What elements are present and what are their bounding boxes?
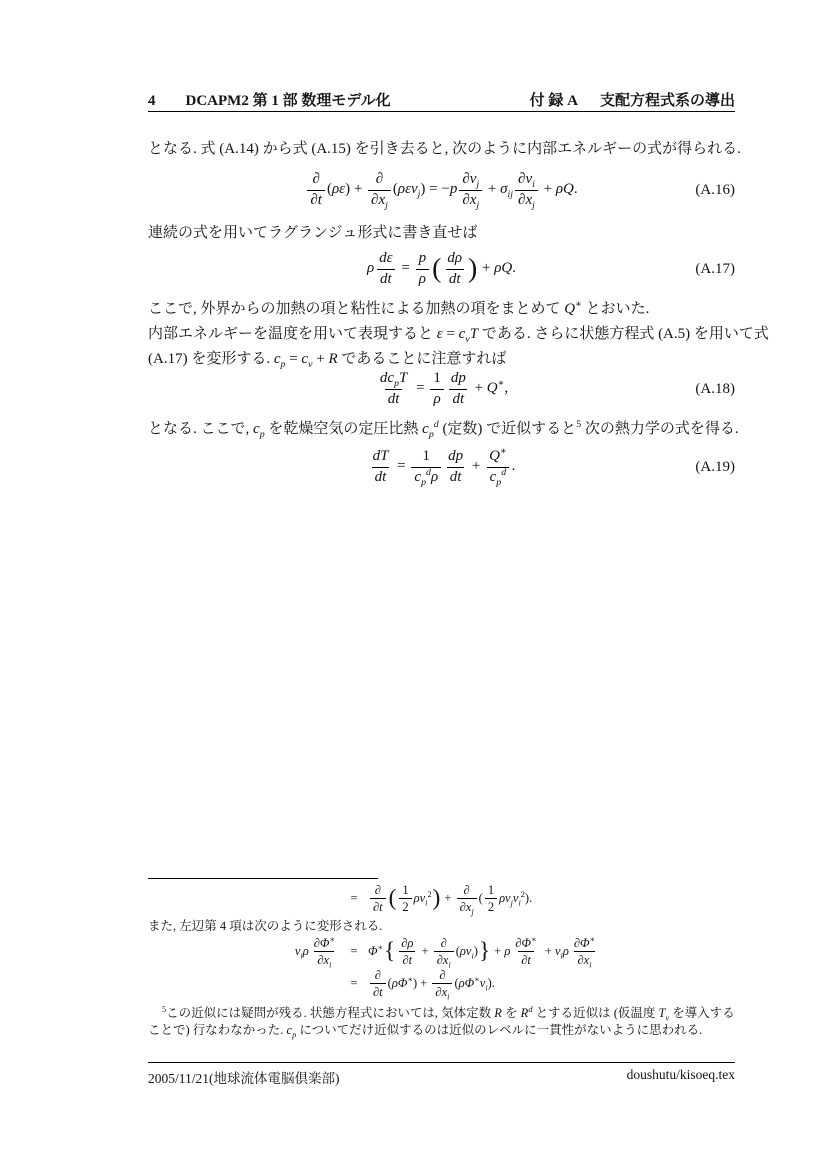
header-appendix-title: 支配方程式系の導出 xyxy=(599,93,735,109)
equation-a18 xyxy=(148,367,735,411)
equation-a19-tag: (A.19) xyxy=(695,458,735,475)
equation-a16-tag: (A.16) xyxy=(695,181,735,198)
equation-a17 xyxy=(148,244,735,294)
paragraph-3-line-2: 内部エネルギーを温度を用いて表現すると $\varepsilon = c_vT$ である. さらに状態方程式 (A.5) を用いて式 xyxy=(148,326,769,345)
footnote-5: $^5$この近似には疑問が残る. 状態方程式においては, 気体定数 R を $R^d$ とする近似は (仮温度 $T_v$ を導入することで) 行なわなかった. $c_p$ についてだけ近似するのは近似のレベルに一貫性がないように思われる. xyxy=(148,1004,735,1040)
footnote-eq-row1-rhs: Φ∗{ $\frac{\partial\rho}{\partial t}$ + $\frac{\partial}{\partial x_i}$ $(\rho v_i)\} + \rho$ $\frac{\partial\Phi^∗}{\partial t}$ + $v_i\rho$ $\frac{\partial\Phi^∗}{\partial x_i}$ xyxy=(368,934,596,970)
paragraph-2: 連続の式を用いてラグランジュ形式に書き直せば xyxy=(148,225,478,241)
paragraph-3-line-1: ここで, 外界からの加熱の項と粘性による加熱の項をまとめて Q∗ とおいた. xyxy=(148,299,650,317)
footnote-rule xyxy=(148,878,378,879)
header-section-title: DCAPM2 第 1 部 数理モデル化 xyxy=(185,93,391,109)
equation-a18-tag: (A.18) xyxy=(695,380,735,397)
footnote-cont-eq-equals: = xyxy=(350,891,358,906)
footnote-eq-lhs: $v_i\rho$ $\frac{\partial\Phi^∗}{\partial x_i}$ xyxy=(294,934,335,970)
equation-a16 xyxy=(148,166,735,214)
page-header xyxy=(148,89,735,110)
header-right xyxy=(530,89,735,110)
footnote-continued-equation xyxy=(148,883,735,915)
footnote-text: また, 左辺第 4 項は次のように変形される. xyxy=(148,919,383,933)
footer-rule xyxy=(148,1062,735,1063)
paragraph-1: となる. 式 (A.14) から式 (A.15) を引き去ると, 次のように内部エネルギーの式が得られる. xyxy=(148,141,741,157)
equation-a19-body: $\frac{dT}{dt}$ = $\frac{1}{c_p^d\rho}$ $\frac{dp}{dt}$ + $\frac{Q^∗}{c_p^d}$ . xyxy=(372,446,516,488)
footnote-cont-eq-rhs: $\frac{\partial}{\partial t}$ ( $\frac{1}{2}$ $\rho v_i^2$) + $\frac{\partial}{\partial x_j}$ ( $\frac{1}{2}$ $\rho v_jv_i^2$). xyxy=(368,883,735,915)
equation-a17-body: ρ $\frac{d\varepsilon}{dt}$ = $\frac{p}{\rho}$ ( $\frac{d\rho}{dt}$ ) + ρQ. xyxy=(366,250,517,287)
footnote-eq-row2-rhs: $\frac{\partial}{\partial t}$ (ρΦ∗) + $\frac{\partial}{\partial x_i}$ $(\rho\Phi^∗v_i)$. xyxy=(368,968,735,1000)
footnote-eq-equals-2: = xyxy=(350,976,358,991)
header-left xyxy=(148,89,391,110)
equation-a18-body: $\frac{dc_pT}{dt}$ = $\frac{1}{\rho}$ $\frac{dp}{dt}$ + Q∗, xyxy=(379,370,509,407)
footer-filename: doushutu/kisoeq.tex xyxy=(626,1067,735,1082)
paragraph-4: となる. ここで, $c_p$ を乾燥空気の定圧比熱 $c_p^d$ (定数) で近似すると$^5$ 次の熱力学の式を得る. xyxy=(148,419,739,440)
page-number: 4 xyxy=(148,93,156,109)
header-appendix-label: 付 録 A xyxy=(529,93,578,109)
footnote-equation-row-1 xyxy=(148,936,735,968)
footnote-equation-row-2 xyxy=(148,968,735,1000)
footnote-eq-equals-1: = xyxy=(350,944,358,959)
footer-date: 2005/11/21(地球流体電脳倶楽部) xyxy=(148,1071,340,1086)
header-rule xyxy=(148,111,735,112)
paragraph-3-line-3: (A.17) を変形する. $c_p = c_v + R$ であることに注意すれば xyxy=(148,351,507,370)
equation-a19 xyxy=(148,441,735,493)
equation-a17-tag: (A.17) xyxy=(695,260,735,277)
equation-a16-body: $\frac{\partial}{\partial t}$ (ρε) + $\frac{\partial}{\partial x_j}$ (ρεv$_j$) = −p $\frac{\partial v_j}{\partial x_j}$ + $\sigma_{ij}$ $\frac{\partial v_i}{\partial x_j}$ + ρQ. xyxy=(305,171,577,209)
page-footer xyxy=(148,1067,735,1087)
